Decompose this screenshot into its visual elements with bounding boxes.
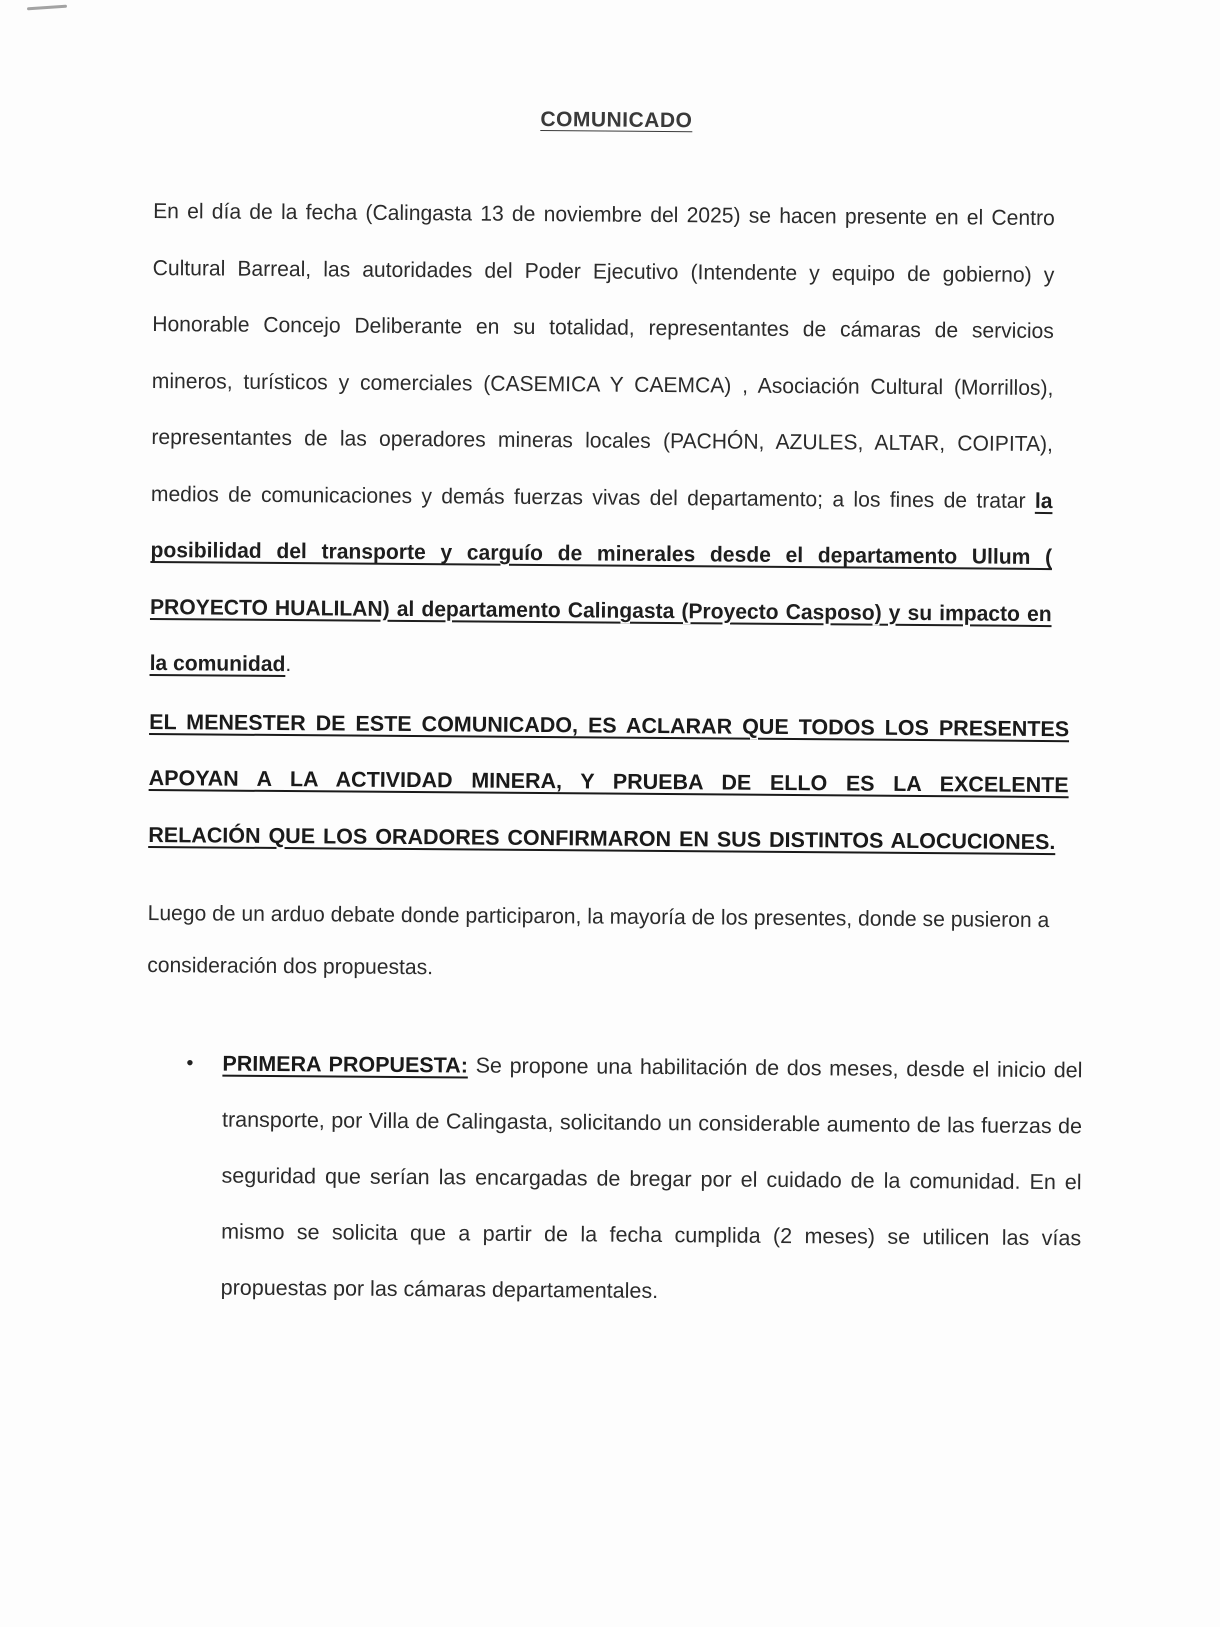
proposal-label: PRIMERA PROPUESTA:	[222, 1051, 468, 1078]
debate-paragraph: Luego de un arduo debate donde participaron, la mayoría de los presentes, donde se pusieron a consideración dos propuestas.	[147, 900, 1050, 980]
document-body	[144, 105, 1083, 1322]
intro-text: En el día de la fecha (Calingasta 13 de noviembre del 2025) se hacen presente en el Centro Cultural Barreal, las autoridades del Poder Ejecutivo (Intendente y equipo de gobierno) y Honorable Concejo Deliberante en su totalidad, representantes de cámaras de servicios mineros, turísticos y comerciales (CASEMICA Y CAEMCA) , Asociación Cultural (Morrillos), representantes de las operadores mineras locales (PACHÓN, AZULES, ALTAR, COIPITA), medios de comunicaciones y demás fuerzas vivas del departamento; a los fines de tratar	[150, 198, 1055, 513]
proposal-item	[186, 1036, 1083, 1323]
document-title: COMUNICADO	[540, 108, 693, 133]
scan-mark	[27, 5, 67, 11]
bullet-icon: •	[186, 1052, 194, 1075]
intro-paragraph	[149, 183, 1055, 699]
intro-highlight: la posibilidad del transporte y carguío de minerales desde el departamento Ullum ( PROYECTO HUALILAN) al departamento Calingasta (Proyecto Casposo) y su impacto en la comunidad	[149, 488, 1053, 677]
proposal-text: Se propone una habilitación de dos meses, desde el inicio del transporte, por Villa de Calingasta, solicitando un considerable aumento de las fuerzas de seguridad que serían las encargadas de bregar por el cuidado de la comunidad. En el mismo se solicita que a partir de la fecha cumplida (2 meses) se utilicen las vías propuestas por las cámaras departamentales.	[220, 1053, 1083, 1303]
intro-end: .	[285, 652, 292, 677]
statement-paragraph: EL MENESTER DE ESTE COMUNICADO, ES ACLARAR QUE TODOS LOS PRESENTES APOYAN A LA ACTIVIDAD MINERA, Y PRUEBA DE ELLO ES LA EXCELENTE RELACIÓN QUE LOS ORADORES CONFIRMARON EN SUS DISTINTOS ALOCUCIONES.	[148, 709, 1070, 854]
proposal-list	[144, 1035, 1082, 1322]
